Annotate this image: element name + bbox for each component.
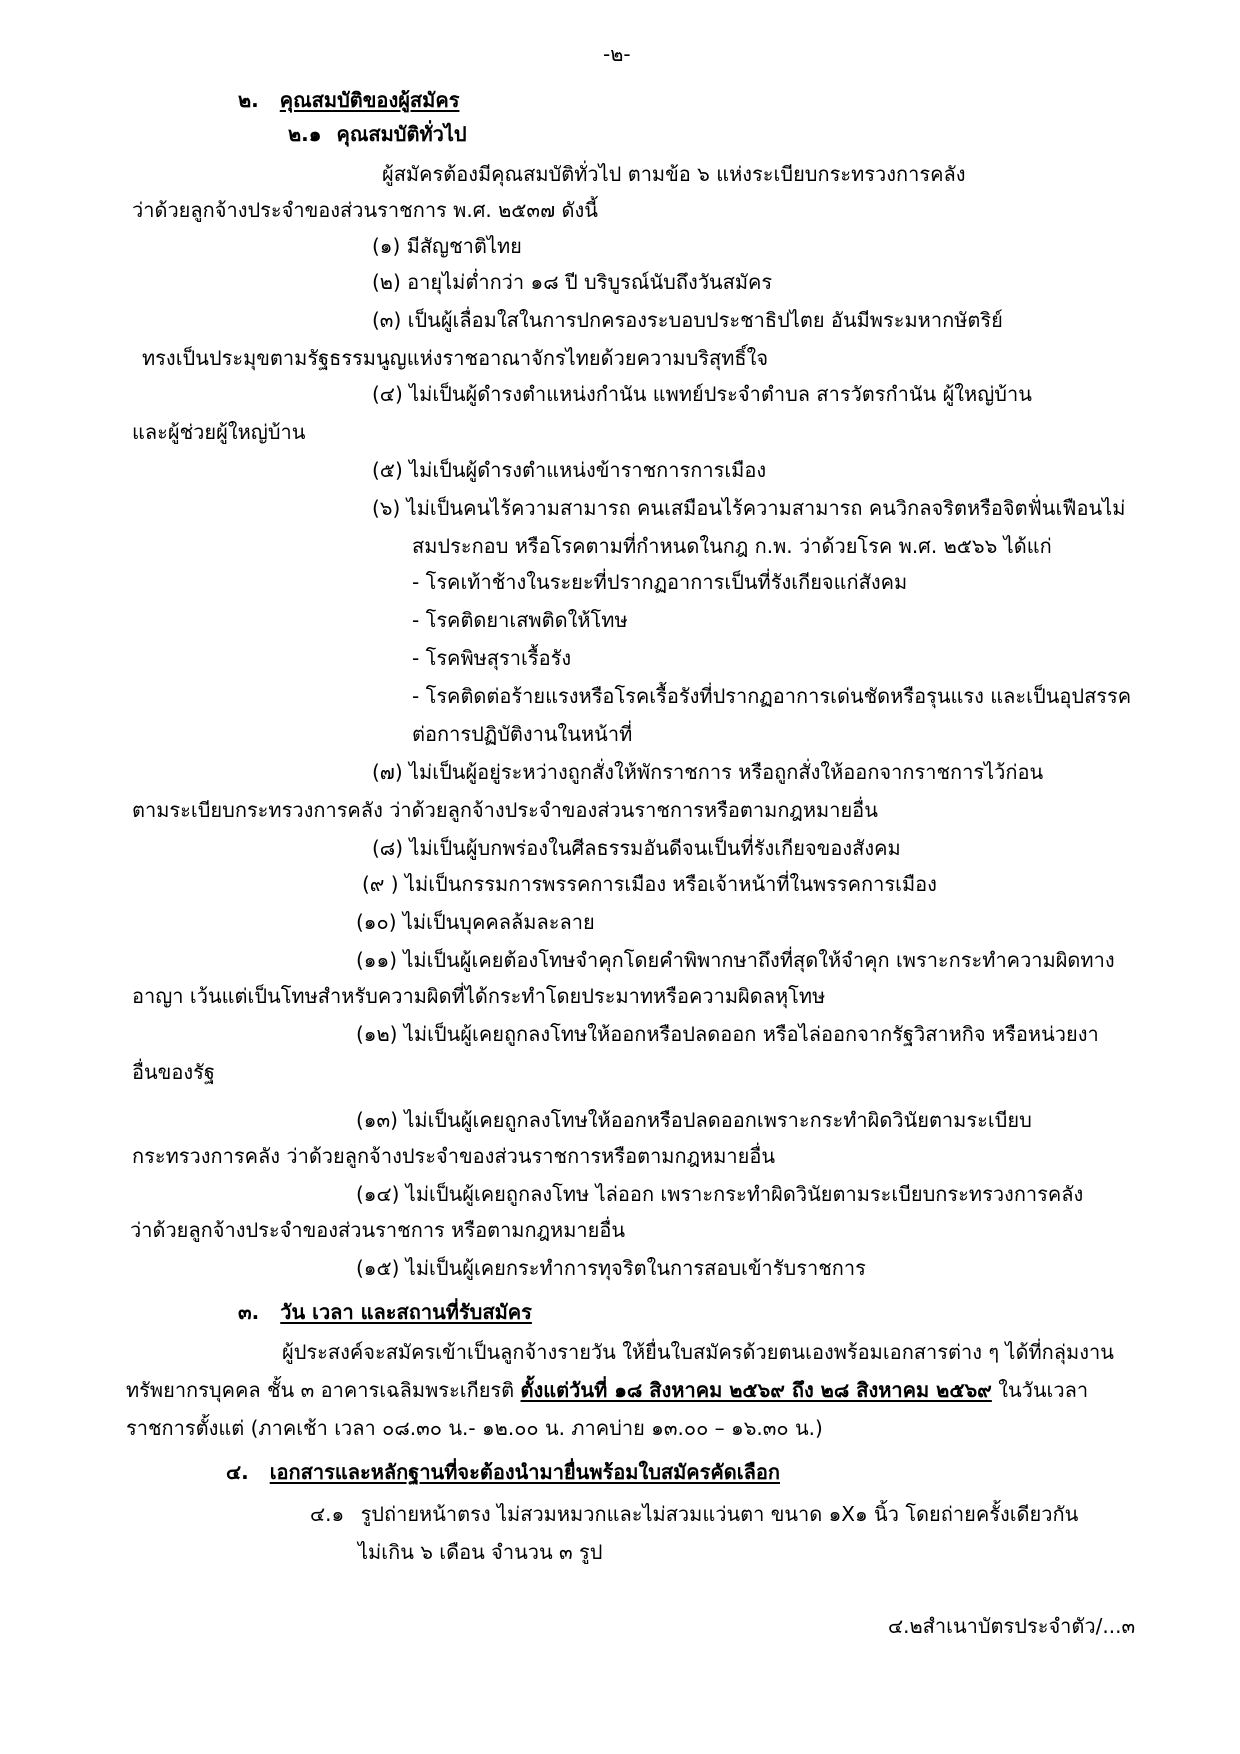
subsection-2-1-number: ๒.๑ bbox=[288, 122, 322, 146]
item-6: (๖) ไม่เป็นคนไร้ความสามารถ คนเสมือนไร้ความสามารถ คนวิกลจริตหรือจิตฟั่นเฟือนไม่ bbox=[372, 496, 1126, 520]
section-3-heading bbox=[238, 1298, 532, 1326]
item-11: (๑๑) ไม่เป็นผู้เคยต้องโทษจำคุกโดยคำพิพากษาถึงที่สุดให้จำคุก เพราะกระทำความผิดทาง bbox=[356, 948, 1115, 972]
item-12-cont: อื่นของรัฐ bbox=[132, 1060, 215, 1084]
page-number: -๒- bbox=[603, 42, 631, 66]
item-7-cont: ตามระเบียบกระทรวงการคลัง ว่าด้วยลูกจ้างประจำของส่วนราชการหรือตามกฎหมายอื่น bbox=[132, 798, 878, 822]
section-2-number: ๒. bbox=[238, 88, 259, 112]
section-3-para-line-1: ผู้ประสงค์จะสมัครเข้าเป็นลูกจ้างรายวัน ให้ยื่นใบสมัครด้วยตนเองพร้อมเอกสารต่าง ๆ ได้ที่กลุ่มงาน bbox=[282, 1340, 1114, 1364]
item-3-cont: ทรงเป็นประมุขตามรัฐธรรมนูญแห่งราชอาณาจักรไทยด้วยความบริสุทธิ์ใจ bbox=[142, 346, 769, 370]
location-text-end: ในวันเวลา bbox=[991, 1378, 1089, 1402]
section-2-title: คุณสมบัติของผู้สมัคร bbox=[279, 88, 460, 112]
application-period: ตั้งแต่วันที่ ๑๘ สิงหาคม ๒๕๖๙ ถึง ๒๘ สิงหาคม ๒๕๖๙ bbox=[520, 1378, 992, 1402]
item-13: (๑๓) ไม่เป็นผู้เคยถูกลงโทษให้ออกหรือปลดออกเพราะกระทำผิดวินัยตามระเบียบ bbox=[356, 1108, 1032, 1132]
item-15: (๑๕) ไม่เป็นผู้เคยกระทำการทุจริตในการสอบเข้ารับราชการ bbox=[356, 1256, 866, 1280]
subsection-2-1-title: คุณสมบัติทั่วไป bbox=[336, 122, 467, 146]
disease-3: - โรคพิษสุราเรื้อรัง bbox=[412, 646, 572, 670]
item-4-1-number: ๔.๑ bbox=[310, 1502, 345, 1526]
item-2: (๒) อายุไม่ต่ำกว่า ๑๘ ปี บริบูรณ์นับถึงวันสมัคร bbox=[372, 270, 773, 294]
item-4-1 bbox=[310, 1500, 1078, 1528]
section-4-number: ๔. bbox=[226, 1460, 249, 1484]
subsection-2-1-heading bbox=[288, 120, 467, 148]
intro-line-1: ผู้สมัครต้องมีคุณสมบัติทั่วไป ตามข้อ ๖ แห่งระเบียบกระทรวงการคลัง bbox=[382, 162, 966, 186]
item-7: (๗) ไม่เป็นผู้อยู่ระหว่างถูกสั่งให้พักราชการ หรือถูกสั่งให้ออกจากราชการไว้ก่อน bbox=[372, 760, 1044, 784]
item-10: (๑๐) ไม่เป็นบุคคลล้มละลาย bbox=[356, 910, 595, 934]
disease-1: - โรคเท้าช้างในระยะที่ปรากฏอาการเป็นที่รังเกียจแก่สังคม bbox=[412, 570, 908, 594]
item-12: (๑๒) ไม่เป็นผู้เคยถูกลงโทษให้ออกหรือปลดออก หรือไล่ออกจากรัฐวิสาหกิจ หรือหน่วยงา bbox=[356, 1022, 1099, 1046]
section-4-heading bbox=[226, 1458, 780, 1486]
continuation-note: ๔.๒สำเนาบัตรประจำตัว/...๓ bbox=[888, 1614, 1136, 1638]
item-1: (๑) มีสัญชาติไทย bbox=[372, 234, 522, 258]
location-text: ทรัพยากรบุคคล ชั้น ๓ อาคารเฉลิมพระเกียรติ bbox=[126, 1378, 521, 1402]
section-4-title: เอกสารและหลักฐานที่จะต้องนำมายื่นพร้อมใบสมัครคัดเลือก bbox=[269, 1460, 781, 1484]
item-4-cont: และผู้ช่วยผู้ใหญ่บ้าน bbox=[132, 420, 306, 444]
item-6-cont: สมประกอบ หรือโรคตามที่กำหนดในกฎ ก.พ. ว่าด้วยโรค พ.ศ. ๒๕๖๖ ได้แก่ bbox=[412, 534, 1052, 558]
item-4: (๔) ไม่เป็นผู้ดำรงตำแหน่งกำนัน แพทย์ประจำตำบล สารวัตรกำนัน ผู้ใหญ่บ้าน bbox=[372, 382, 1032, 406]
item-8: (๘) ไม่เป็นผู้บกพร่องในศีลธรรมอันดีจนเป็นที่รังเกียจของสังคม bbox=[372, 836, 901, 860]
section-3-title: วัน เวลา และสถานที่รับสมัคร bbox=[280, 1300, 532, 1324]
item-4-1-text: รูปถ่ายหน้าตรง ไม่สวมหมวกและไม่สวมแว่นตา ขนาด ๑X๑ นิ้ว โดยถ่ายครั้งเดียวกัน bbox=[360, 1502, 1079, 1526]
disease-4-cont: ต่อการปฏิบัติงานในหน้าที่ bbox=[412, 722, 633, 746]
intro-line-2: ว่าด้วยลูกจ้างประจำของส่วนราชการ พ.ศ. ๒๕๓๗ ดังนี้ bbox=[132, 198, 598, 222]
disease-4: - โรคติดต่อร้ายแรงหรือโรคเรื้อรังที่ปรากฏอาการเด่นชัดหรือรุนแรง และเป็นอุปสรรค bbox=[412, 684, 1132, 708]
item-11-cont: อาญา เว้นแต่เป็นโทษสำหรับความผิดที่ได้กระทำโดยประมาทหรือความผิดลหุโทษ bbox=[132, 984, 826, 1008]
section-3-number: ๓. bbox=[238, 1300, 260, 1324]
item-13-cont: กระทรวงการคลัง ว่าด้วยลูกจ้างประจำของส่วนราชการหรือตามกฎหมายอื่น bbox=[132, 1144, 776, 1168]
item-9: (๙ ) ไม่เป็นกรรมการพรรคการเมือง หรือเจ้าหน้าที่ในพรรคการเมือง bbox=[362, 872, 937, 896]
item-14: (๑๔) ไม่เป็นผู้เคยถูกลงโทษ ไล่ออก เพราะกระทำผิดวินัยตามระเบียบกระทรวงการคลัง bbox=[356, 1182, 1084, 1206]
item-4-1-cont: ไม่เกิน ๖ เดือน จำนวน ๓ รูป bbox=[358, 1540, 603, 1564]
disease-2: - โรคติดยาเสพติดให้โทษ bbox=[412, 608, 628, 632]
section-3-para-line-2 bbox=[126, 1376, 1088, 1404]
section-3-para-line-3: ราชการตั้งแต่ (ภาคเช้า เวลา ๐๘.๓๐ น.- ๑๒.๐๐ น. ภาคบ่าย ๑๓.๐๐ – ๑๖.๓๐ น.) bbox=[126, 1416, 823, 1440]
item-3: (๓) เป็นผู้เลื่อมใสในการปกครองระบอบประชาธิปไตย อันมีพระมหากษัตริย์ bbox=[372, 308, 1003, 332]
item-14-cont: ว่าด้วยลูกจ้างประจำของส่วนราชการ หรือตามกฎหมายอื่น bbox=[130, 1218, 626, 1242]
item-5: (๕) ไม่เป็นผู้ดำรงตำแหน่งข้าราชการการเมือง bbox=[372, 458, 767, 482]
section-2-heading bbox=[238, 86, 459, 114]
